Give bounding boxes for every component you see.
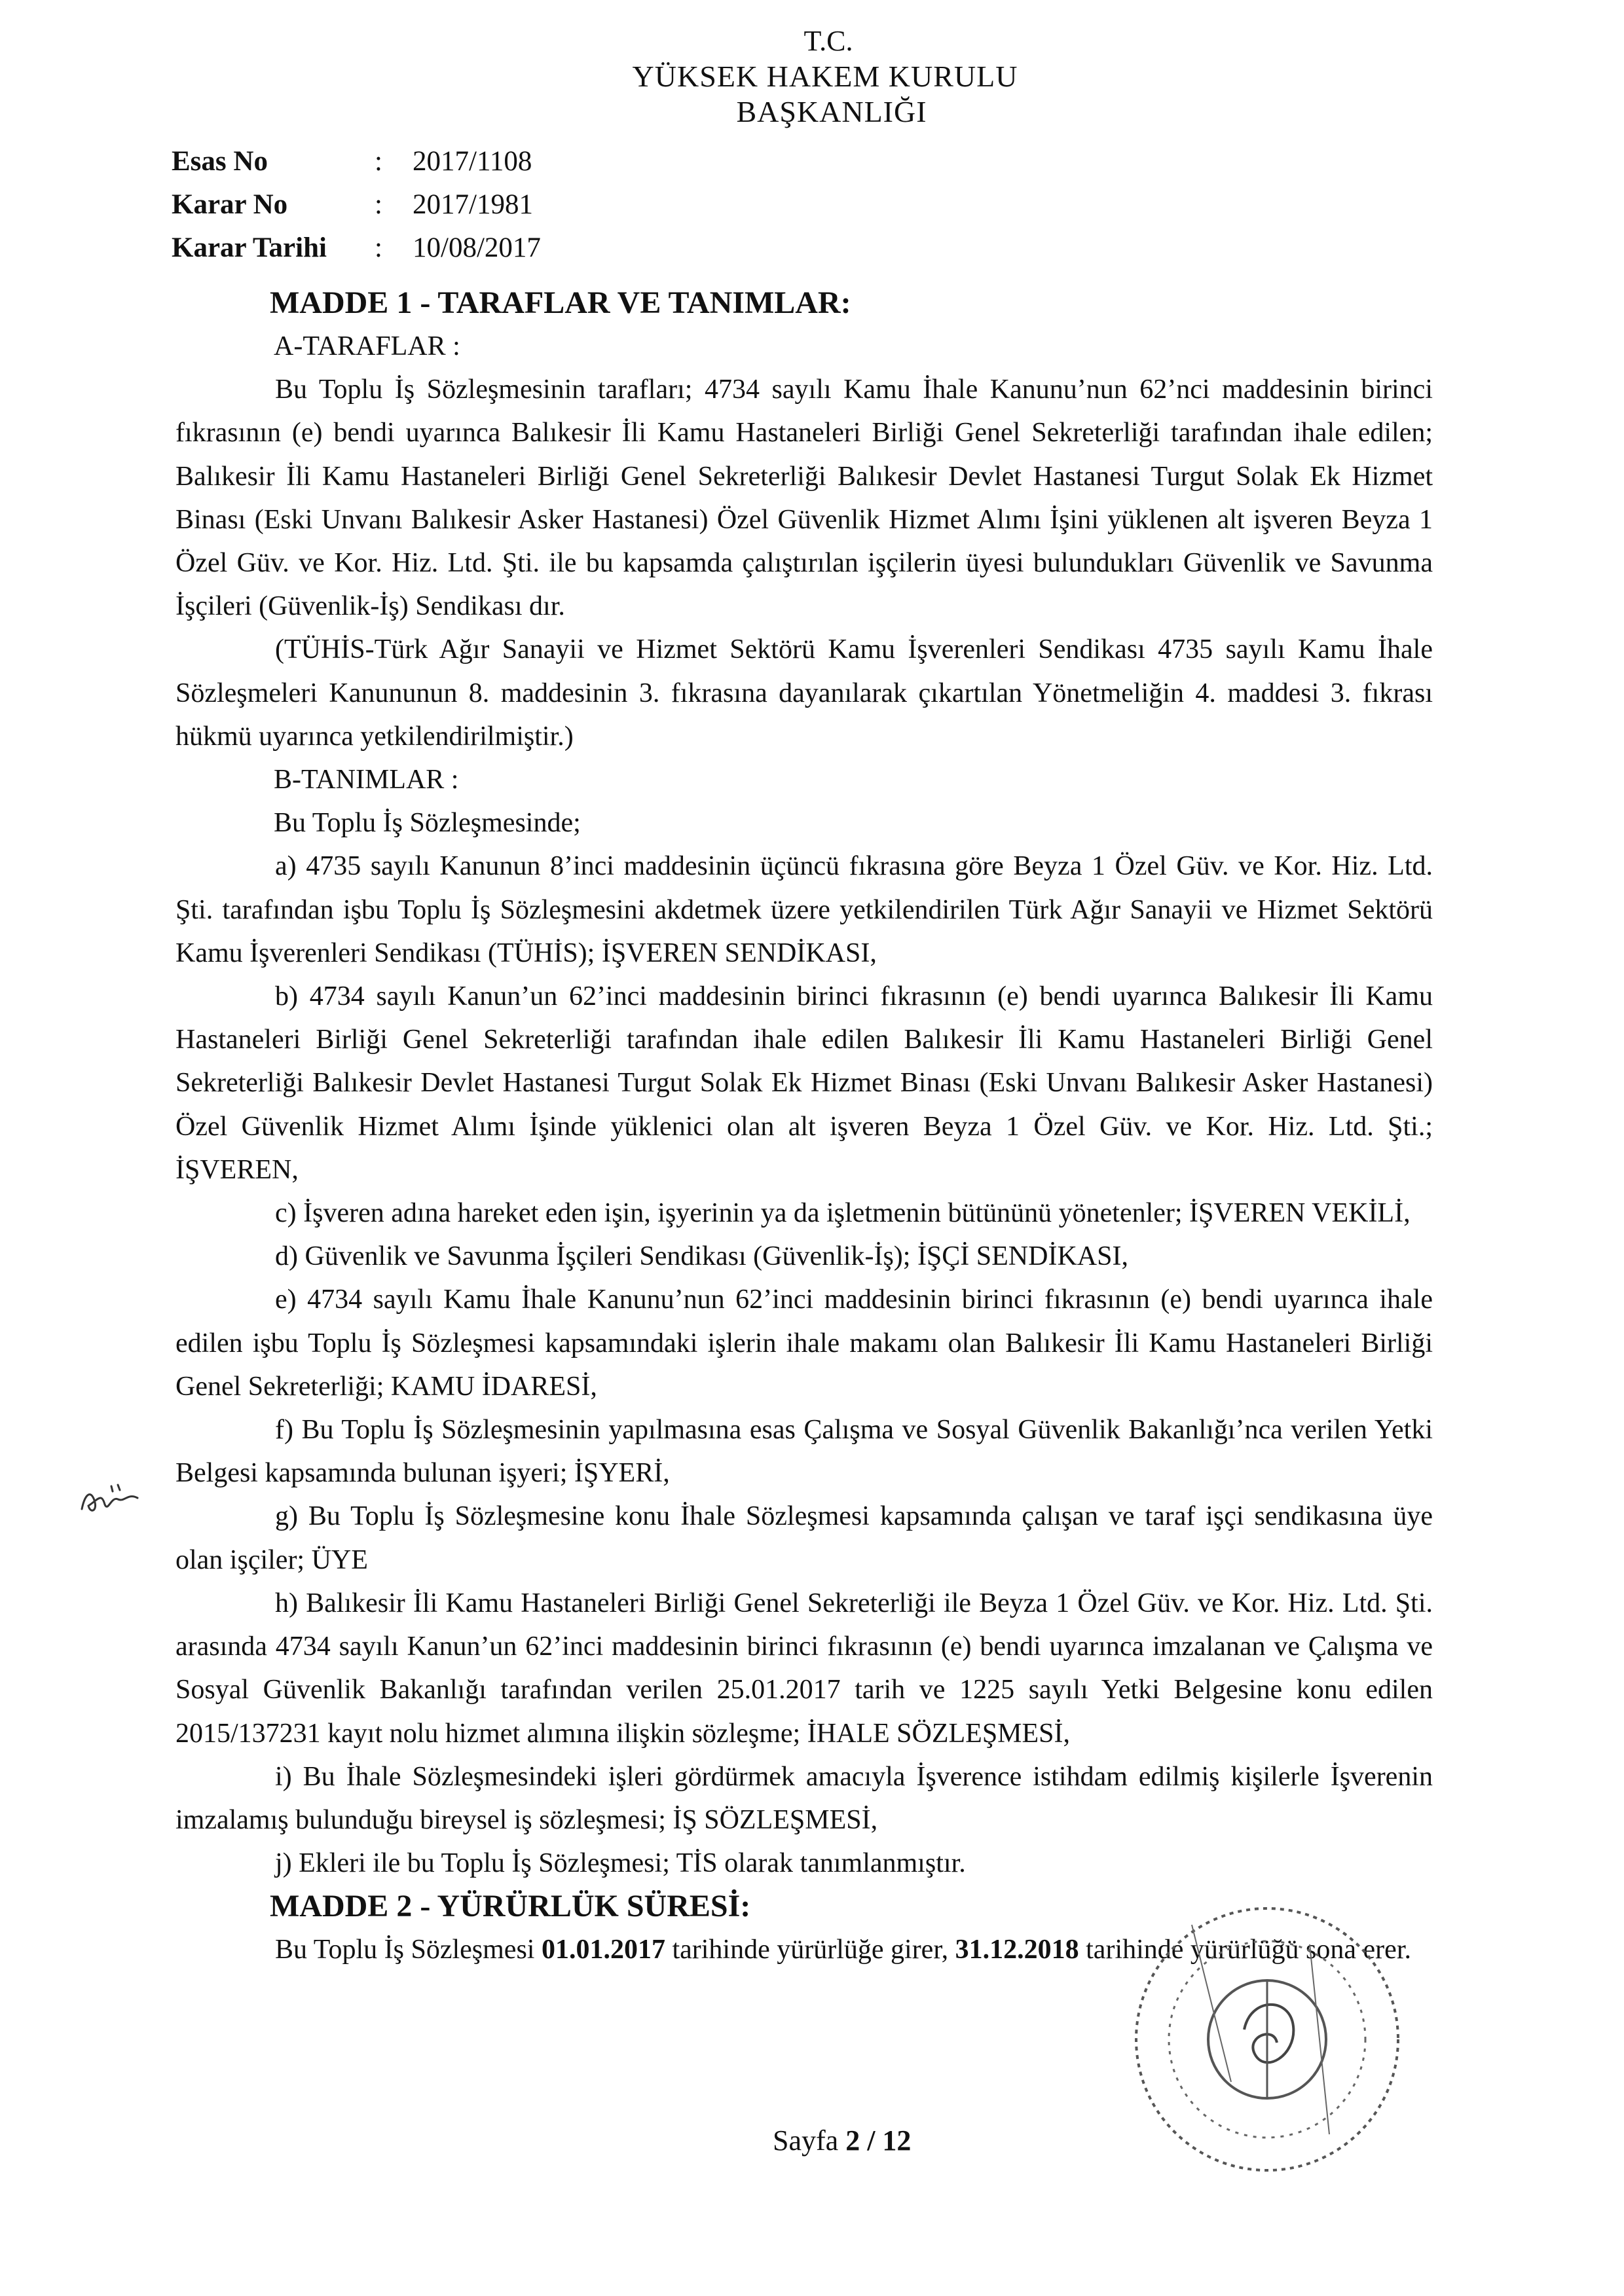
madde-2-text-post: tarihinde yürürlüğü sona erer. bbox=[1079, 1935, 1411, 1965]
definition-item: e) 4734 sayılı Kamu İhale Kanunu’nun 62’inci maddesinin birinci fıkrasının (e) bendi uyarınca ihale edilen işbu Toplu İş Sözleşmesi kapsamındaki işlerin ihale makamı olan Balıkesir İli Kamu Hastaneleri Birliği Genel Sekreterliği; KAMU İDARESİ, bbox=[175, 1285, 1433, 1402]
meta-value: 2017/1108 bbox=[413, 146, 532, 177]
current-page: 2 bbox=[845, 2124, 860, 2157]
definition-item: c) İşveren adına hareket eden işin, işyerinin ya da işletmenin bütününü yönetenler; İŞVEREN VEKİLİ, bbox=[275, 1198, 1411, 1229]
meta-row-karar bbox=[172, 183, 541, 227]
meta-label: Karar No bbox=[172, 189, 288, 220]
definition-item: a) 4735 sayılı Kanunun 8’inci maddesinin üçüncü fıkrasına göre Beyza 1 Özel Güv. ve Kor. Hiz. Ltd. Şti. tarafından işbu Toplu İş Sözleşmesini akdetmek üzere yetkilendirilen Türk Ağır Sanayii ve Hizmet Sektörü Kamu İşverenleri Sendikası (TÜHİS); İŞVEREN SENDİKASI, bbox=[175, 851, 1433, 968]
header-institution: YÜKSEK HAKEM KURULU bbox=[632, 60, 1018, 93]
end-date: 31.12.2018 bbox=[955, 1935, 1079, 1965]
header-tc: T.C. bbox=[803, 25, 853, 57]
page-separator: / bbox=[860, 2124, 883, 2157]
meta-label: Esas No bbox=[172, 146, 268, 177]
start-date: 01.01.2017 bbox=[541, 1935, 665, 1965]
section-a-note: (TÜHİS-Türk Ağır Sanayii ve Hizmet Sektörü Kamu İşverenleri Sendikası 4735 sayılı Kamu İhale Sözleşmeleri Kanununun 8. maddesinin 3. fıkrasına dayanılarak çıkartılan Yönetmeliğin 4. maddesi 3. fıkrası hükmü uyarınca yetkilendirilmiştir.) bbox=[175, 634, 1433, 752]
meta-row-esas bbox=[172, 140, 541, 183]
definition-item: g) Bu Toplu İş Sözleşmesine konu İhale Sözleşmesi kapsamında çalışan ve taraf işçi sendikasına üye olan işçiler; ÜYE bbox=[175, 1501, 1433, 1575]
page-number bbox=[773, 2124, 911, 2157]
total-pages: 12 bbox=[882, 2124, 912, 2157]
madde-2-text-mid: tarihinde yürürlüğe girer, bbox=[665, 1935, 955, 1965]
definition-item: j) Ekleri ile bu Toplu İş Sözleşmesi; TİS olarak tanımlanmıştır. bbox=[275, 1848, 966, 1879]
definition-item: f) Bu Toplu İş Sözleşmesinin yapılmasına esas Çalışma ve Sosyal Güvenlik Bakanlığı’nca verilen Yetki Belgesi kapsamında bulunan işyeri; İŞYERİ, bbox=[175, 1415, 1433, 1489]
official-seal-icon bbox=[1113, 1886, 1421, 2193]
initials-signature-icon bbox=[72, 1473, 151, 1525]
madde-1-title: MADDE 1 - TARAFLAR VE TANIMLAR: bbox=[270, 285, 851, 320]
section-b-intro: Bu Toplu İş Sözleşmesinde; bbox=[274, 808, 581, 839]
document-header bbox=[0, 24, 1624, 130]
case-meta bbox=[172, 140, 541, 270]
definition-item: b) 4734 sayılı Kanun’un 62’inci maddesinin birinci fıkrasının (e) bendi uyarınca Balıkesir İli Kamu Hastaneleri Birliği Genel Sekreterliği tarafından ihale edilen Balıkesir İli Kamu Hastaneleri Birliği Genel Sekreterliği Balıkesir Devlet Hastanesi Turgut Solak Ek Hizmet Binası (Eski Unvanı Balıkesir Asker Hastanesi) Özel Güvenlik Hizmet Alımı İşinde yüklenici olan alt işveren Beyza 1 Özel Güv. ve Kor. Hiz. Ltd. Şti.; İŞVEREN, bbox=[175, 981, 1433, 1185]
meta-row-tarih bbox=[172, 227, 541, 270]
header-presidency: BAŞKANLIĞI bbox=[736, 95, 927, 128]
meta-colon: : bbox=[375, 232, 382, 263]
section-b-title: B-TANIMLAR : bbox=[274, 765, 459, 795]
page-label: Sayfa bbox=[773, 2124, 839, 2157]
definition-item: h) Balıkesir İli Kamu Hastaneleri Birliği Genel Sekreterliği ile Beyza 1 Özel Güv. ve Kor. Hiz. Ltd. Şti. arasında 4734 sayılı Kanun’un 62’inci maddesinin birinci fıkrasının (e) bendi uyarınca imzalanan ve Çalışma ve Sosyal Güvenlik Bakanlığı tarafından verilen 25.01.2017 tarih ve 1225 sayılı Yetki Belgesine konu edilen 2015/137231 kayıt nolu hizmet alımına ilişkin sözleşme; İHALE SÖZLEŞMESİ, bbox=[175, 1588, 1433, 1749]
definition-item: d) Güvenlik ve Savunma İşçileri Sendikası (Güvenlik-İş); İŞÇİ SENDİKASI, bbox=[275, 1241, 1128, 1272]
definition-item: i) Bu İhale Sözleşmesindeki işleri gördürmek amacıyla İşverence istihdam edilmiş kişilerle İşverenin imzalamış bulunduğu bireysel iş sözleşmesi; İŞ SÖZLEŞMESİ, bbox=[175, 1761, 1433, 1835]
meta-value: 2017/1981 bbox=[413, 189, 533, 220]
madde-2-title: MADDE 2 - YÜRÜRLÜK SÜRESİ: bbox=[270, 1889, 751, 1924]
madde-2-text-pre: Bu Toplu İş Sözleşmesi bbox=[275, 1935, 542, 1965]
meta-colon: : bbox=[375, 189, 382, 220]
meta-colon: : bbox=[375, 146, 382, 177]
meta-label: Karar Tarihi bbox=[172, 232, 327, 263]
section-a-paragraph: Bu Toplu İş Sözleşmesinin tarafları; 4734 sayılı Kamu İhale Kanunu’nun 62’nci maddesinin birinci fıkrasının (e) bendi uyarınca Balıkesir İli Kamu Hastaneleri Birliği Genel Sekreterliği tarafından ihale edilen; Balıkesir İli Kamu Hastaneleri Birliği Genel Sekreterliği Balıkesir Devlet Hastanesi Turgut Solak Ek Hizmet Binası (Eski Unvanı Balıkesir Asker Hastanesi) Özel Güvenlik Hizmet Alımı İşini yüklenen alt işveren Beyza 1 Özel Güv. ve Kor. Hiz. Ltd. Şti. ile bu kapsamda çalıştırılan işçilerin üyesi bulundukları Güvenlik ve Savunma İşçileri (Güvenlik-İş) Sendikası dır. bbox=[175, 374, 1433, 622]
section-a-title: A-TARAFLAR : bbox=[274, 331, 460, 361]
document-body bbox=[175, 282, 1433, 1972]
meta-value: 10/08/2017 bbox=[413, 232, 541, 263]
